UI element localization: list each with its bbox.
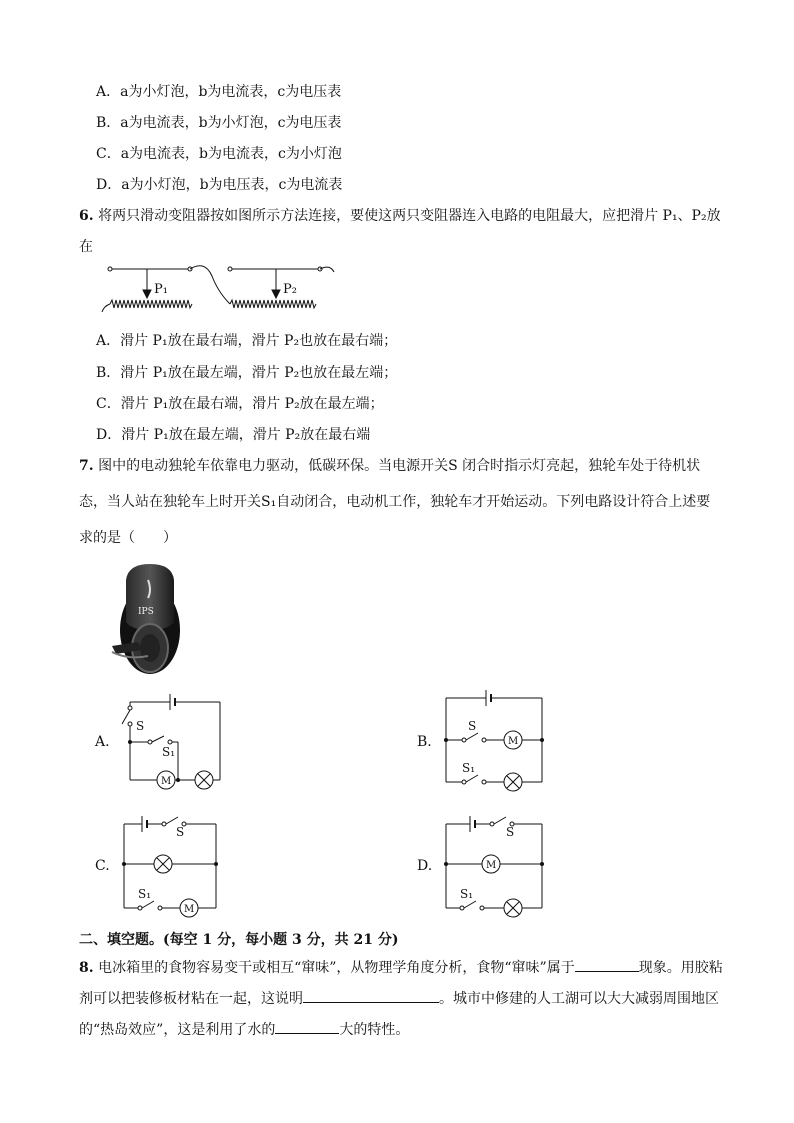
circuit-a-s-label: S — [136, 719, 145, 733]
q6-stem-line2: 在 — [79, 239, 93, 255]
circuit-d — [440, 812, 550, 918]
q6-option-c: C．滑片 P₁放在最右端，滑片 P₂放在最左端； — [96, 396, 384, 412]
circuit-b — [440, 688, 550, 788]
q8-blank-2[interactable] — [303, 988, 439, 1003]
q5-option-b: B．a为电流表，b为小灯泡，c为电压表 — [96, 115, 342, 131]
circuit-b-label: B. — [417, 734, 432, 750]
circuit-d-motor-label: M — [486, 860, 497, 871]
q8-line2 — [79, 988, 719, 1008]
circuit-b-s1-label: S₁ — [462, 761, 476, 775]
q6-option-a: A．滑片 P₁放在最右端，滑片 P₂也放在最右端； — [96, 333, 398, 349]
q6-stem-text: 将两只滑动变阻器按如图所示方法连接，要使这两只变阻器连入电路的电阻最大，应把滑片 P₁、P₂放 — [98, 208, 721, 224]
q6-number: 6. — [79, 208, 94, 224]
q8-line3 — [79, 1019, 409, 1039]
q5-option-a: A．a为小灯泡，b为电流表，c为电压表 — [96, 84, 342, 100]
q5-option-d: D．a为小灯泡，b为电压表，c为电流表 — [96, 177, 343, 193]
q8-line3-text-a: 的“热岛效应”，这是利用了水的 — [79, 1022, 276, 1038]
q8-line2-text-a: 剂可以把装修板材粘在一起，这说明 — [79, 991, 303, 1007]
circuit-a-s1-label: S₁ — [162, 745, 176, 759]
unicycle-image — [108, 560, 188, 680]
circuit-d-s1-label: S₁ — [460, 887, 474, 901]
q5-option-c: C．a为电流表，b为电流表，c为小灯泡 — [96, 146, 342, 162]
circuit-b-s-label: S — [468, 719, 477, 733]
circuit-d-label: D. — [417, 858, 433, 874]
circuit-c-s1-label: S₁ — [138, 887, 152, 901]
section-2-title: 二、填空题。(每空 1 分，每小题 3 分，共 21 分) — [79, 932, 399, 948]
circuit-a-motor-label: M — [161, 776, 172, 787]
q6-stem-line1 — [79, 207, 721, 225]
circuit-a-label: A. — [95, 734, 110, 750]
q7-line1-text: 图中的电动独轮车依靠电力驱动，低碳环保。当电源开关S 闭合时指示灯亮起，独轮车处于待机状 — [98, 458, 701, 474]
q6-rheostat-figure — [90, 260, 350, 322]
q8-line1 — [79, 957, 723, 977]
q7-line3: 求的是（ ） — [79, 530, 177, 546]
q7-number: 7. — [79, 458, 94, 474]
q6-p1-label: P₁ — [154, 282, 168, 297]
q8-line2-text-b: 。城市中修建的人工湖可以大大减弱周围地区 — [439, 991, 719, 1007]
q8-line1-text-a: 电冰箱里的食物容易变干或相互“窜味”，从物理学角度分析，食物“窜味”属于 — [98, 960, 575, 976]
q6-option-b: B．滑片 P₁放在最左端，滑片 P₂也放在最左端； — [96, 365, 398, 381]
circuit-c-s-label: S — [176, 825, 185, 839]
circuit-c — [118, 812, 228, 918]
q8-number: 8. — [79, 960, 94, 976]
q7-line1 — [79, 457, 700, 475]
q6-p2-label: P₂ — [283, 282, 297, 297]
circuit-c-label: C. — [95, 858, 110, 874]
q8-line1-text-b: 现象。用胶粘 — [638, 960, 723, 976]
circuit-d-s-label: S — [506, 825, 515, 839]
circuit-b-motor-label: M — [508, 736, 519, 747]
q8-blank-1[interactable] — [575, 957, 639, 972]
q6-option-d: D．滑片 P₁放在最左端，滑片 P₂放在最右端 — [96, 427, 371, 443]
circuit-a — [118, 690, 228, 790]
unicycle-brand-text: IPS — [138, 607, 154, 617]
q8-blank-3[interactable] — [275, 1019, 339, 1034]
q7-line2: 态，当人站在独轮车上时开关S₁自动闭合，电动机工作，独轮车才开始运动。下列电路设计符合上述要 — [79, 494, 711, 510]
circuit-c-motor-label: M — [184, 904, 195, 915]
q8-line3-text-b: 大的特性。 — [339, 1022, 410, 1038]
